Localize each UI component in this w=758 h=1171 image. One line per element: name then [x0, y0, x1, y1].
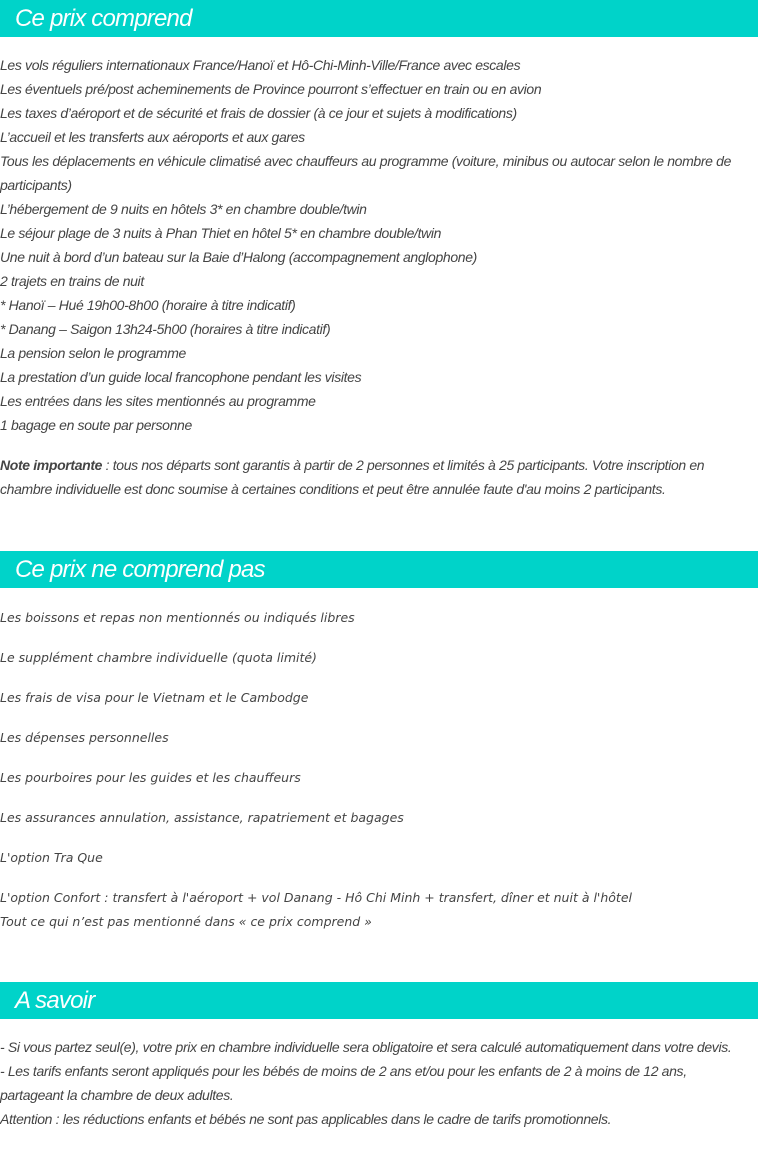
info-item: - Si vous partez seul(e), votre prix en chambre individuelle sera obligatoire et sera calculé automatiquement dans votre devis.	[0, 1039, 732, 1055]
list-item: Tous les déplacements en véhicule climatisé avec chauffeurs au programme (voiture, minibus ou autocar selon le nombre de participants)	[0, 153, 732, 193]
note-label: Note importante	[0, 457, 103, 473]
list-item: * Danang – Saigon 13h24-5h00 (horaires à titre indicatif)	[0, 321, 331, 337]
list-item: L'option Confort : transfert à l'aéroport + vol Danang - Hô Chi Minh + transfert, dîner et nuit à l'hôtel	[0, 890, 633, 905]
section-header-included	[0, 0, 758, 37]
list-item: Les entrées dans les sites mentionnés au programme	[0, 393, 316, 409]
list-item: Les vols réguliers internationaux France/Hanoï et Hô-Chi-Minh-Ville/France avec escales	[0, 57, 521, 73]
list-item: Les taxes d’aéroport et de sécurité et frais de dossier (à ce jour et sujets à modifications)	[0, 105, 517, 121]
list-item: Les pourboires pour les guides et les chauffeurs	[0, 770, 301, 785]
list-item: Les dépenses personnelles	[0, 730, 169, 745]
section-title: A savoir	[15, 987, 95, 1014]
list-item: Les éventuels pré/post acheminements de Province pourront s’effectuer en train ou en avion	[0, 81, 542, 97]
list-item: 1 bagage en soute par personne	[0, 417, 192, 433]
section-title: Ce prix comprend	[15, 5, 192, 32]
important-note	[0, 453, 750, 501]
list-item: L'option Tra Que	[0, 850, 103, 865]
list-item: Les boissons et repas non mentionnés ou indiqués libres	[0, 610, 355, 625]
info-list	[0, 1035, 752, 1131]
list-item: Tout ce qui n’est pas mentionné dans « ce prix comprend »	[0, 914, 372, 929]
note-text: : tous nos départs sont garantis à partir de 2 personnes et limités à 25 participants. Votre inscription en chambre individuelle est donc soumise à certaines conditions et peut être annulée faute d'au moins 2 participants.	[0, 457, 705, 497]
list-item: La prestation d’un guide local francophone pendant les visites	[0, 369, 362, 385]
list-item: Le séjour plage de 3 nuits à Phan Thiet en hôtel 5* en chambre double/twin	[0, 225, 442, 241]
list-item: L’hébergement de 9 nuits en hôtels 3* en chambre double/twin	[0, 201, 367, 217]
list-item: Le supplément chambre individuelle (quota limité)	[0, 650, 317, 665]
list-item: L’accueil et les transferts aux aéroports et aux gares	[0, 129, 305, 145]
section-title: Ce prix ne comprend pas	[15, 556, 265, 583]
included-list	[0, 53, 750, 501]
excluded-list	[0, 606, 758, 934]
list-item: Les frais de visa pour le Vietnam et le Cambodge	[0, 690, 309, 705]
list-item: La pension selon le programme	[0, 345, 186, 361]
list-item: Les assurances annulation, assistance, rapatriement et bagages	[0, 810, 404, 825]
list-item: 2 trajets en trains de nuit	[0, 273, 144, 289]
info-item: - Les tarifs enfants seront appliqués pour les bébés de moins de 2 ans et/ou pour les enfants de 2 à moins de 12 ans, partageant la chambre de deux adultes.	[0, 1063, 687, 1103]
section-header-info	[0, 982, 758, 1019]
list-item: * Hanoï – Hué 19h00-8h00 (horaire à titre indicatif)	[0, 297, 296, 313]
list-item: Une nuit à bord d’un bateau sur la Baie d’Halong (accompagnement anglophone)	[0, 249, 477, 265]
info-item: Attention : les réductions enfants et bébés ne sont pas applicables dans le cadre de tarifs promotionnels.	[0, 1111, 612, 1127]
section-header-excluded	[0, 551, 758, 588]
